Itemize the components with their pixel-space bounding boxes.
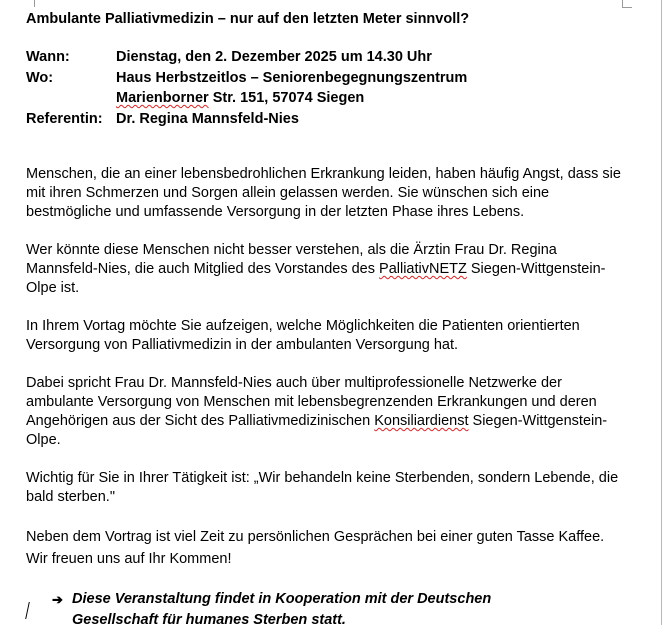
margin-corner-mark — [622, 0, 623, 7]
paragraph-networks-text-1: Dabei spricht Frau Dr. Mannsfeld-Nies auch über multiprofessionelle Netzwerke der ambulante Versorgung von Menschen mit lebensbegrenzenden Erkrankungen und deren Angehörigen aus der Sicht des Palliativmedizinischen — [26, 375, 597, 429]
paragraph-lecture: In Ihrem Vortag möchte Sie aufzeigen, welche Möglichkeiten die Patienten orientierten Versorgung von Palliativmedizin in der ambulanten Versorgung hat. — [26, 318, 580, 353]
document-title: Ambulante Palliativmedizin – nur auf den letzten Meter sinnvoll? — [26, 11, 470, 27]
paragraph-speaker-text-2: Siegen-Wittgenstein-Olpe ist. — [26, 261, 606, 296]
paragraph-networks — [26, 374, 626, 450]
spelling-mark-konsiliardienst: Konsiliardienst — [374, 413, 469, 429]
speaker-value: Dr. Regina Mannsfeld-Nies — [116, 110, 299, 127]
speaker-row — [26, 109, 626, 130]
paragraph-quote: Wichtig für Sie in Ihrer Tätigkeit ist: „Wir behandeln keine Sterbenden, sondern Lebende, die bald sterben." — [26, 470, 619, 505]
spelling-mark-street: Marienborner — [116, 90, 209, 106]
speaker-label: Referentin: — [26, 110, 103, 127]
margin-corner-mark — [34, 0, 35, 7]
paragraph-networks-text-2: Siegen-Wittgenstein-Olpe. — [26, 413, 608, 448]
where-value — [116, 68, 626, 109]
document-body — [26, 165, 626, 570]
note-line-2: Gesellschaft für humanes Sterben statt. — [72, 612, 346, 628]
note-line-1: Diese Veranstaltung findet in Kooperation mit der Deutschen — [72, 591, 492, 607]
when-value: Dienstag, den 2. Dezember 2025 um 14.30 Uhr — [116, 49, 432, 65]
document-page[interactable] — [26, 9, 626, 631]
paragraph-speaker — [26, 241, 626, 298]
event-details — [26, 47, 626, 129]
where-label: Wo: — [26, 69, 54, 86]
paragraph-closing: Neben dem Vortrag ist viel Zeit zu persönlichen Gesprächen bei einer guten Tasse Kaffee. Wir freuen uns auf Ihr Kommen! — [26, 529, 605, 567]
spelling-mark-palliativnetz: PalliativNETZ — [379, 261, 467, 277]
where-line-2: Str. 151, 57074 Siegen — [208, 90, 365, 106]
paragraph-intro: Menschen, die an einer lebensbedrohlichen Erkrankung leiden, haben häufig Angst, dass sie mit ihren Schmerzen und Sorgen allein gelassen werden. Sie wünschen sich eine bestmögliche und umfassende Versorgung in der letzten Phase ihres Lebens. — [26, 166, 621, 220]
when-label: Wann: — [26, 49, 70, 65]
where-row — [26, 68, 626, 109]
when-row — [26, 47, 626, 68]
where-line-1: Haus Herbstzeitlos – Seniorenbegegnungszentrum — [116, 69, 468, 86]
margin-corner-mark — [622, 7, 632, 8]
paragraph-speaker-text-1: Wer könnte diese Menschen nicht besser verstehen, als die Ärztin Frau Dr. Regina Mannsfeld-Nies, die auch Mitglied des Vorstandes des — [26, 242, 557, 277]
arrow-right-icon: ➔ — [52, 592, 63, 607]
